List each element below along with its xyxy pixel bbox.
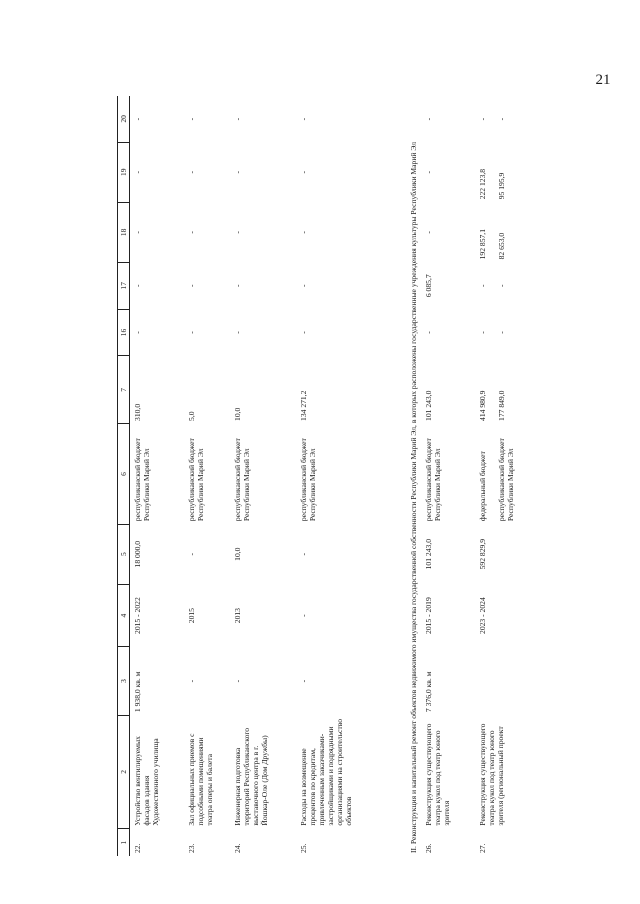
year-value: - bbox=[232, 117, 242, 121]
header-col-4: 4 bbox=[118, 584, 130, 647]
total-amount: 414 980,9 bbox=[477, 390, 487, 421]
year-value: - bbox=[477, 331, 487, 334]
object-name: Инженерная подготовка территорий Республиканского выставочного центра в г. Йошкар-Оле (Дом Дружбы) bbox=[232, 727, 269, 826]
estimated-cost: 10,0 bbox=[232, 547, 242, 561]
year-value: - bbox=[232, 231, 242, 234]
header-col-5: 5 bbox=[118, 524, 130, 584]
year-values bbox=[475, 96, 541, 142]
year-value: - bbox=[298, 170, 308, 174]
page-number: 21 bbox=[595, 72, 611, 88]
estimated-cost: 18 000,0 bbox=[133, 540, 142, 568]
period: 2015 - 2022 bbox=[133, 597, 142, 634]
year-values bbox=[475, 309, 541, 356]
year-value: - bbox=[133, 170, 142, 174]
capacity: 1 938,0 кв. м bbox=[133, 671, 142, 713]
year-value: 222 123,8 bbox=[477, 168, 487, 200]
rotated-table-container bbox=[117, 96, 625, 856]
table-row bbox=[475, 96, 541, 856]
period: - bbox=[298, 614, 308, 617]
estimated-cost: 592 829,9 bbox=[477, 538, 487, 570]
header-col-18: 18 bbox=[118, 202, 130, 262]
year-value: - bbox=[186, 331, 196, 334]
year-value: - bbox=[232, 284, 242, 288]
year-values bbox=[475, 202, 541, 262]
year-value: - bbox=[496, 284, 506, 288]
year-values bbox=[475, 262, 541, 309]
year-value: - bbox=[133, 331, 142, 334]
row-number: 25. bbox=[298, 843, 308, 853]
year-value: - bbox=[477, 117, 487, 121]
header-col-7: 7 bbox=[118, 356, 130, 424]
header-col-6: 6 bbox=[118, 424, 130, 524]
year-value: - bbox=[298, 117, 308, 121]
estimated-cost: 101 243,0 bbox=[423, 538, 433, 570]
header-col-19: 19 bbox=[118, 142, 130, 202]
table-row bbox=[296, 96, 406, 856]
total-amount: 5,0 bbox=[186, 411, 196, 421]
header-col-20: 20 bbox=[118, 96, 130, 142]
total-amount: 177 849,0 bbox=[496, 390, 506, 421]
header-row bbox=[118, 96, 130, 856]
capacity: - bbox=[232, 679, 242, 683]
year-value: - bbox=[186, 284, 196, 288]
table-row bbox=[184, 96, 230, 856]
total-amount: 10,0 bbox=[232, 407, 242, 421]
year-value: 6 085,7 bbox=[423, 274, 433, 298]
year-value: 95 195,9 bbox=[496, 172, 506, 200]
total-amount: 101 243,0 bbox=[423, 390, 433, 421]
funding-source: республиканский бюджет Республики Марий Эл bbox=[186, 438, 205, 522]
capacity bbox=[475, 647, 541, 715]
section-row bbox=[406, 96, 421, 856]
section-title: II. Реконструкция и капитальный ремонт объектов недвижимого имущества государственной собственности Республики Марий Эл, в которых расположены государственные учреждения культуры Республики Марий Эл bbox=[408, 141, 418, 853]
period: 2015 bbox=[186, 608, 196, 624]
row-number: 24. bbox=[232, 843, 242, 853]
total-amount: 134 271,2 bbox=[298, 390, 308, 421]
estimated-cost: - bbox=[298, 552, 308, 556]
period: 2015 - 2019 bbox=[423, 597, 433, 634]
total-amount: 310,0 bbox=[133, 403, 142, 421]
object-name: Устройство вентилируемых фасадов здания Художественного училища bbox=[133, 736, 160, 826]
funding-source: федеральный бюджет bbox=[477, 451, 487, 522]
total-amounts bbox=[475, 356, 541, 424]
year-value: - bbox=[423, 331, 433, 334]
header-col-16: 16 bbox=[118, 309, 130, 356]
object-name: Расходы на возмещение процентов по кредитам, привлеченным заказчиками-застройщиками и подрядными организациями на строительство объектов bbox=[298, 718, 353, 826]
capacity: 7 376,0 кв. м bbox=[423, 671, 433, 713]
year-value: - bbox=[133, 231, 142, 234]
year-value: - bbox=[186, 170, 196, 174]
year-value: - bbox=[496, 117, 506, 121]
program-table bbox=[117, 96, 541, 856]
header-col-3: 3 bbox=[118, 647, 130, 715]
year-value: - bbox=[298, 284, 308, 288]
table-row bbox=[130, 96, 184, 856]
table-row bbox=[230, 96, 296, 856]
year-value: - bbox=[133, 284, 142, 288]
year-value: - bbox=[423, 170, 433, 174]
row-number: 27. bbox=[477, 843, 487, 853]
period: 2013 bbox=[232, 608, 242, 624]
row-number: 26. bbox=[423, 843, 433, 853]
year-value: - bbox=[232, 170, 242, 174]
year-values bbox=[475, 142, 541, 202]
object-name: Реконструкция существующего театра кукол под театр юного зрителя bbox=[423, 723, 451, 826]
year-value: - bbox=[298, 231, 308, 234]
table-row bbox=[421, 96, 475, 856]
year-value: 82 653,0 bbox=[496, 232, 506, 260]
year-value: - bbox=[298, 331, 308, 334]
period: 2023 - 2024 bbox=[477, 597, 487, 634]
funding-source: республиканский бюджет Республики Марий Эл bbox=[133, 438, 151, 522]
funding-source: республиканский бюджет Республики Марий Эл bbox=[298, 438, 317, 522]
header-col-17: 17 bbox=[118, 262, 130, 309]
row-number: 22. bbox=[133, 843, 142, 853]
header-col-1: 1 bbox=[118, 829, 130, 856]
capacity: - bbox=[298, 679, 308, 683]
year-value: - bbox=[133, 117, 142, 121]
year-value: - bbox=[423, 117, 433, 121]
year-value: - bbox=[496, 331, 506, 334]
funding-source: республиканский бюджет Республики Марий Эл bbox=[423, 438, 442, 522]
row-number: 23. bbox=[186, 843, 196, 853]
funding-sources bbox=[475, 424, 541, 524]
year-value: - bbox=[186, 117, 196, 121]
object-name: Зал официальных приемов с подсобными помещениями театра оперы и балета bbox=[186, 733, 214, 826]
year-value: 192 857,1 bbox=[477, 229, 487, 260]
funding-source: республиканский бюджет Республики Марий Эл bbox=[232, 438, 251, 522]
funding-source: республиканский бюджет Республики Марий Эл bbox=[496, 438, 515, 522]
capacity: - bbox=[186, 679, 196, 683]
estimated-cost: - bbox=[186, 552, 196, 556]
object-name: Реконструкция существующего театра кукол под театр юного зрителя (региональный проект bbox=[477, 723, 505, 826]
year-value: - bbox=[477, 284, 487, 288]
header-col-2: 2 bbox=[118, 715, 130, 829]
year-value: - bbox=[186, 231, 196, 234]
year-value: - bbox=[423, 231, 433, 234]
year-value: - bbox=[232, 331, 242, 334]
